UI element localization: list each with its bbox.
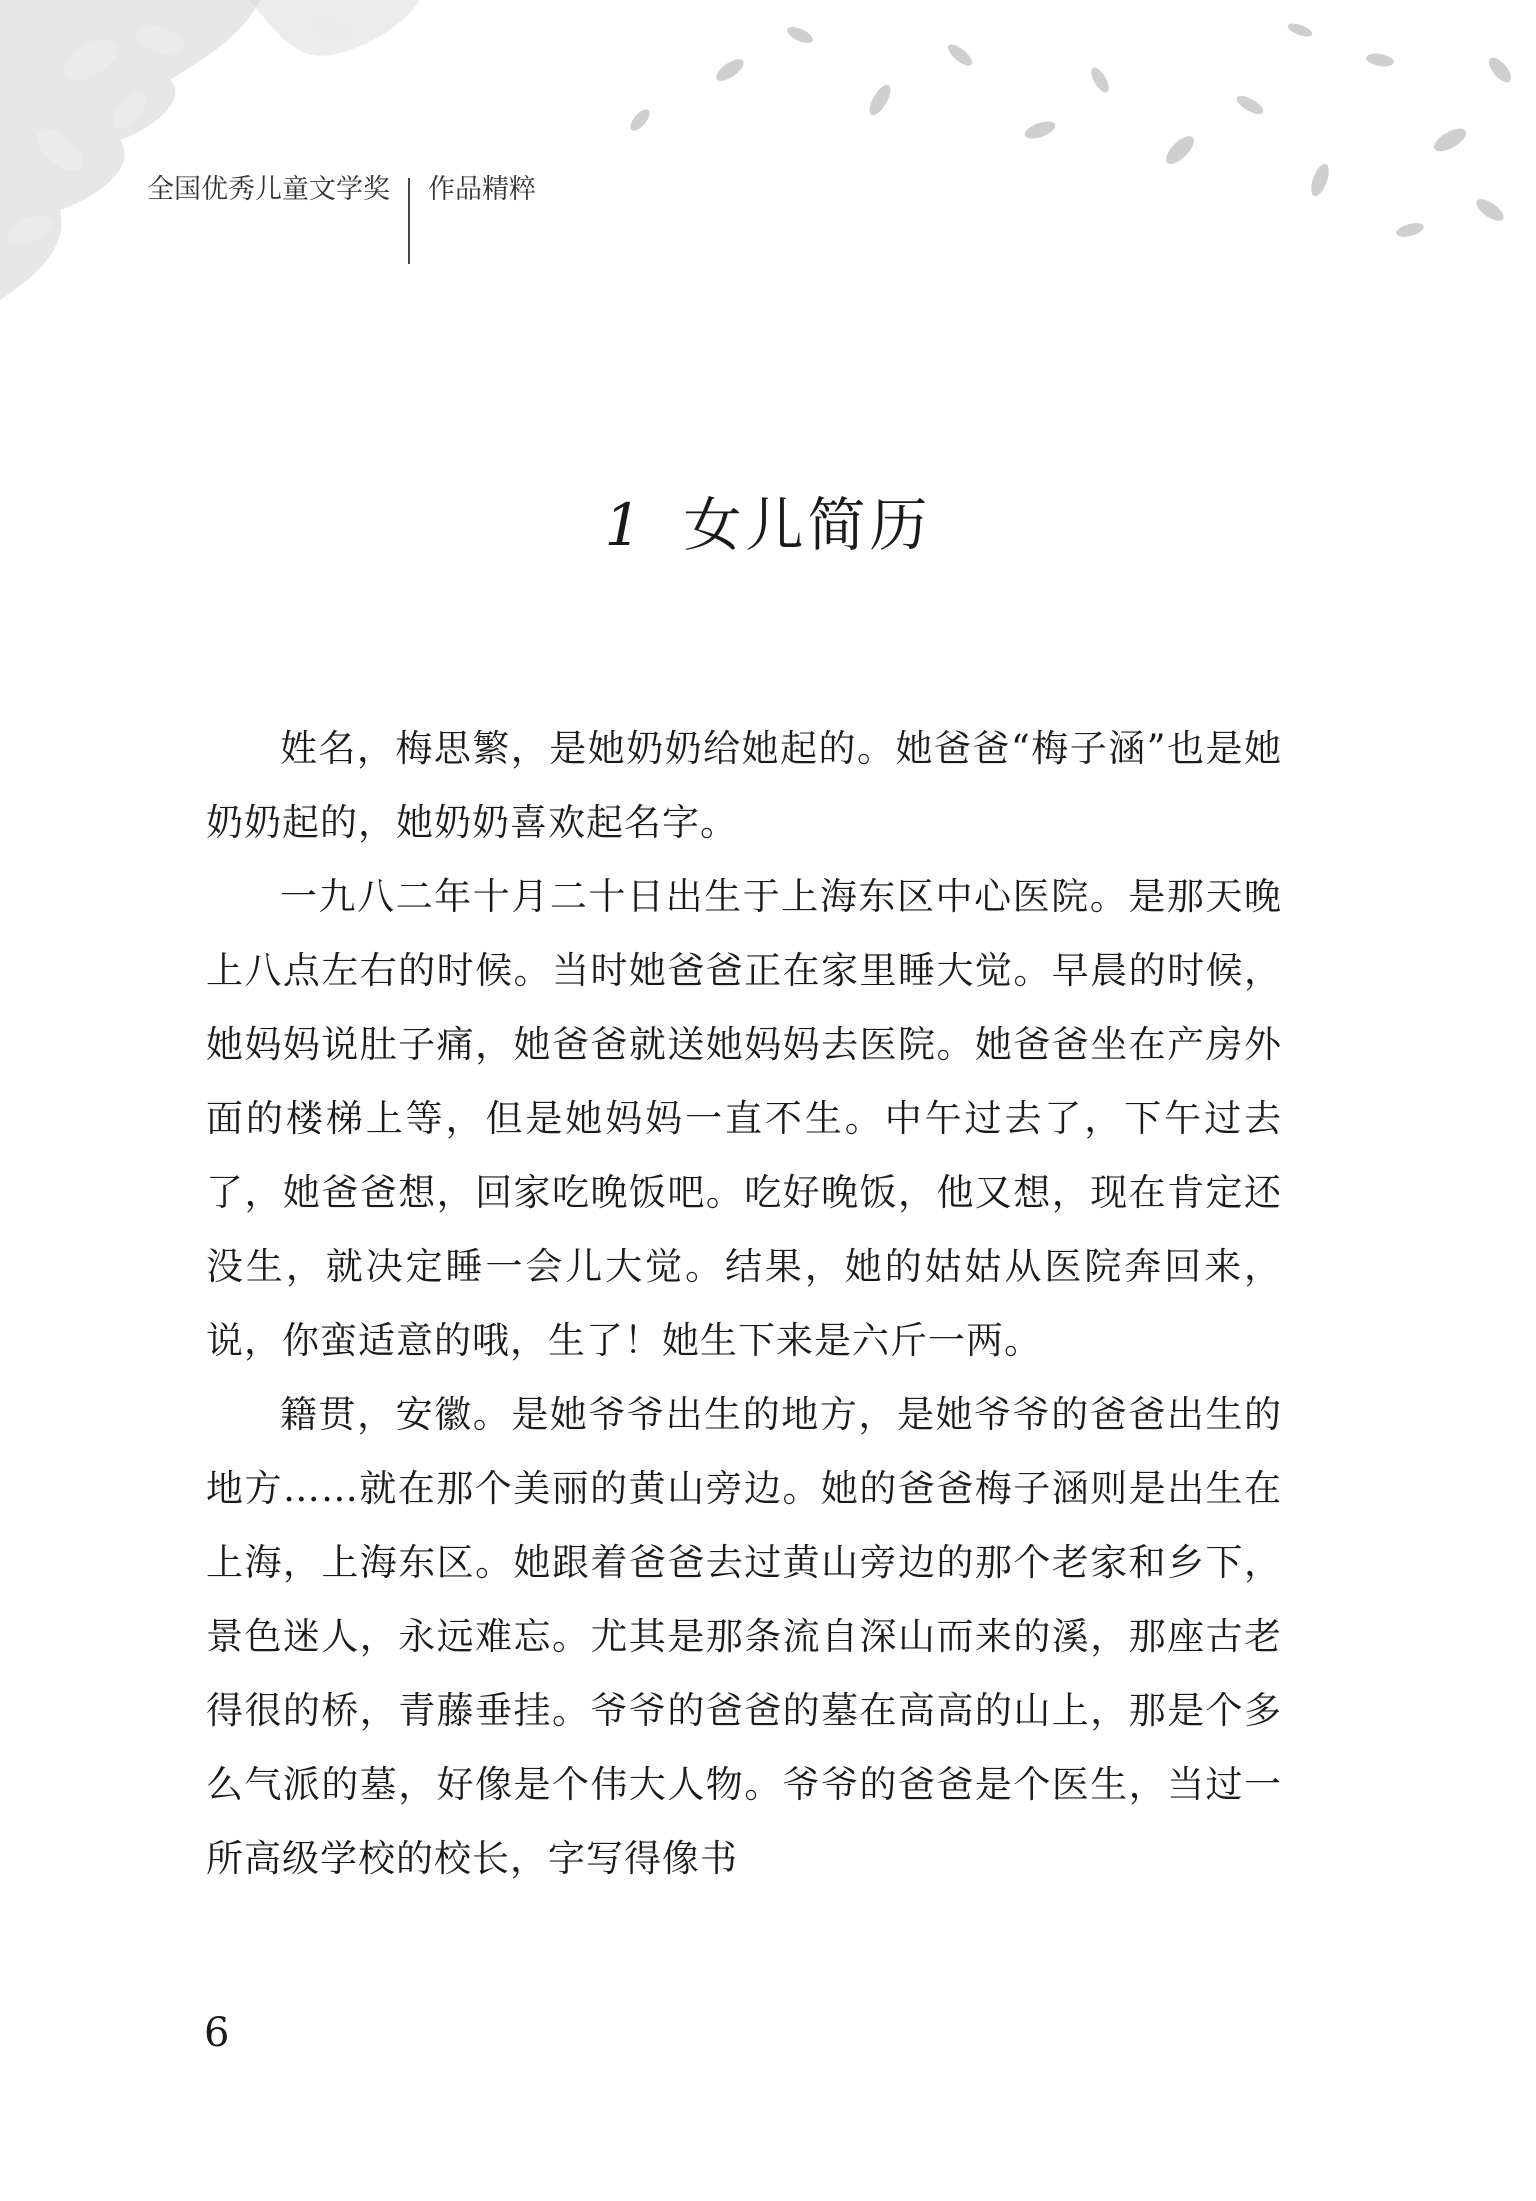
body-text	[206, 712, 1282, 1896]
paragraph: 籍贯，安徽。是她爷爷出生的地方，是她爷爷的爸爸出生的地方……就在那个美丽的黄山旁边。她的爸爸梅子涵则是出生在上海，上海东区。她跟着爸爸去过黄山旁边的那个老家和乡下，景色迷人，永远难忘。尤其是那条流自深山而来的溪，那座古老得很的桥，青藤垂挂。爷爷的爸爸的墓在高高的山上，那是个多么气派的墓，好像是个伟大人物。爷爷的爸爸是个医生，当过一所高级学校的校长，字写得像书	[206, 1393, 1282, 1880]
series-title: 全国优秀儿童文学奖	[147, 173, 390, 205]
paragraph: 姓名，梅思繁，是她奶奶给她起的。她爸爸“梅子涵”也是她奶奶起的，她奶奶喜欢起名字。	[206, 727, 1282, 844]
chapter-heading: 女儿简历	[683, 491, 932, 559]
chapter-number: 1	[604, 491, 646, 559]
series-subtitle: 作品精粹	[428, 173, 536, 205]
page-number: 6	[204, 2010, 230, 2056]
paragraph: 一九八二年十月二十日出生于上海东区中心医院。是那天晚上八点左右的时候。当时她爸爸正在家里睡大觉。早晨的时候，她妈妈说肚子痛，她爸爸就送她妈妈去医院。她爸爸坐在产房外面的楼梯上等，但是她妈妈一直不生。中午过去了，下午过去了，她爸爸想，回家吃晚饭吧。吃好晚饭，他又想，现在肯定还没生，就决定睡一会儿大觉。结果，她的姑姑从医院奔回来，说，你蛮适意的哦，生了！她生下来是六斤一两。	[206, 875, 1282, 1362]
running-head	[147, 108, 536, 264]
chapter-title	[0, 478, 1536, 562]
